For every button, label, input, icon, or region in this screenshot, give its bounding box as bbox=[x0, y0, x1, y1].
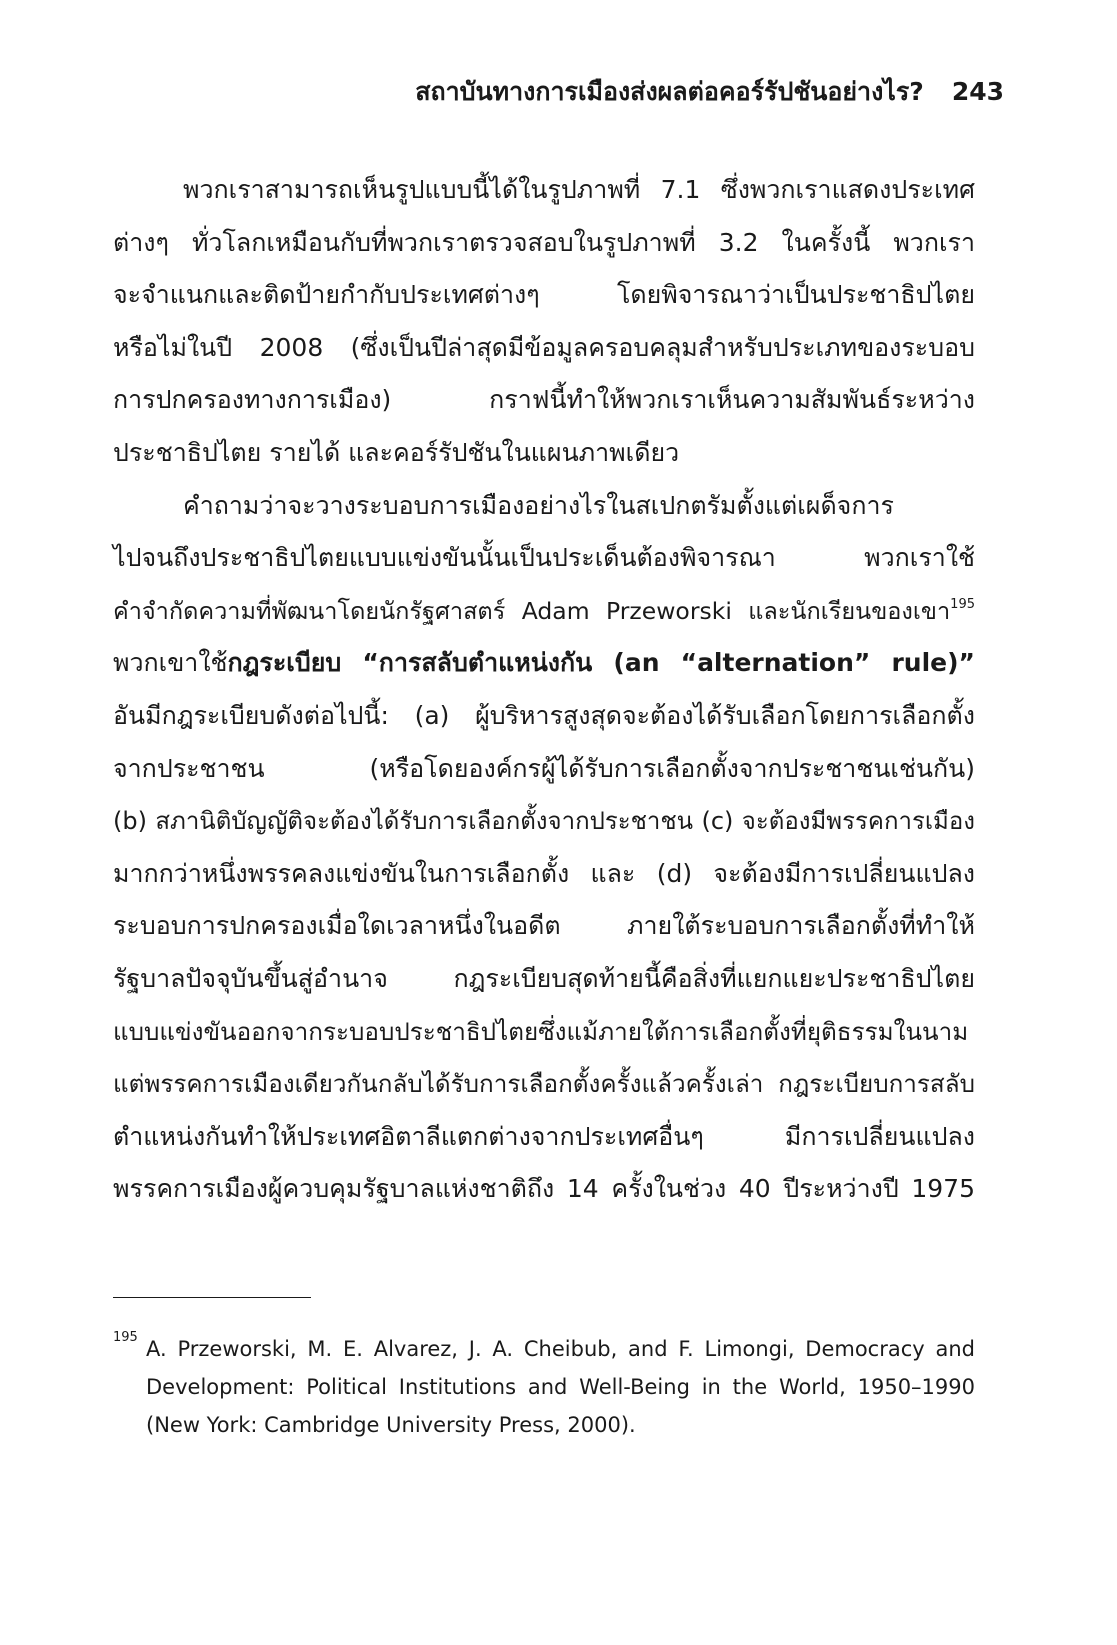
text-line: การปกครองทางการเมือง) กราฟนี้ทำให้พวกเราเห็นความสัมพันธ์ระหว่าง bbox=[113, 385, 975, 415]
text-line: พรรคการเมืองผู้ควบคุมรัฐบาลแห่งชาติถึง 14 ครั้งในช่วง 40 ปีระหว่างปี 1975 bbox=[113, 1174, 975, 1204]
footnote-number: 195 bbox=[113, 1330, 138, 1345]
running-title: สถาบันทางการเมืองส่งผลต่อคอร์รัปชันอย่างไร? bbox=[415, 77, 924, 106]
text-line: แบบแข่งขันออกจากระบอบประชาธิปไตยซึ่งแม้ภายใต้การเลือกตั้งที่ยุติธรรมในนาม bbox=[113, 1016, 969, 1046]
text-line: มากกว่าหนึ่งพรรคลงแข่งขันในการเลือกตั้ง และ (d) จะต้องมีการเปลี่ยนแปลง bbox=[113, 858, 975, 888]
text-line: ตำแหน่งกันทำให้ประเทศอิตาลีแตกต่างจากประเทศอื่นๆ มีการเปลี่ยนแปลง bbox=[113, 1121, 975, 1151]
paragraph-1 bbox=[113, 164, 975, 480]
body-text bbox=[113, 164, 975, 1216]
text-line: คำถามว่าจะวางระบอบการเมืองอย่างไรในสเปกตรัมตั้งแต่เผด็จการ bbox=[183, 490, 894, 520]
text-line: จากประชาชน (หรือโดยองค์กรผู้ได้รับการเลือกตั้งจากประชาชนเช่นกัน) bbox=[113, 753, 975, 783]
footnote-reference[interactable]: 195 bbox=[950, 596, 975, 612]
running-header bbox=[415, 72, 1004, 112]
text-segment: คำจำกัดความที่พัฒนาโดยนักรัฐศาสตร์ Adam Przeworski และนักเรียนของเขา bbox=[113, 596, 951, 625]
text-line: ต่างๆ ทั่วโลกเหมือนกับที่พวกเราตรวจสอบในรูปภาพที่ 3.2 ในครั้งนี้ พวกเรา bbox=[113, 227, 975, 257]
footnote bbox=[113, 1330, 975, 1444]
text-segment: พวกเขาใช้ bbox=[113, 648, 228, 678]
text-line: หรือไม่ในปี 2008 (ซึ่งเป็นปีล่าสุดมีข้อมูลครอบคลุมสำหรับประเภทของระบอบ bbox=[113, 332, 975, 362]
text-line: (b) สภานิติบัญญัติจะต้องได้รับการเลือกตั้งจากประชาชน (c) จะต้องมีพรรคการเมือง bbox=[113, 807, 975, 836]
text-line: แต่พรรคการเมืองเดียวกันกลับได้รับการเลือกตั้งครั้งแล้วครั้งเล่า กฎระเบียบการสลับ bbox=[113, 1069, 975, 1099]
alternation-rule-term: กฎระเบียบ “การสลับตำแหน่งกัน (an “alternation” rule)” bbox=[227, 648, 975, 678]
paragraph-2 bbox=[113, 480, 975, 1216]
footnote-line: (New York: Cambridge University Press, 2000). bbox=[146, 1413, 636, 1437]
text-line: ประชาธิปไตย รายได้ และคอร์รัปชันในแผนภาพเดียว bbox=[113, 437, 680, 467]
text-line: อันมีกฎระเบียบดังต่อไปนี้: (a) ผู้บริหารสูงสุดจะต้องได้รับเลือกโดยการเลือกตั้ง bbox=[113, 700, 975, 730]
footnote-divider bbox=[113, 1297, 311, 1298]
text-line: ระบอบการปกครองเมื่อใดเวลาหนึ่งในอดีต ภายใต้ระบอบการเลือกตั้งที่ทำให้ bbox=[113, 911, 975, 941]
text-line bbox=[113, 637, 975, 690]
footnote-line: Development: Political Institutions and Well-Being in the World, 1950–1990 bbox=[146, 1375, 975, 1399]
footnote-line: A. Przeworski, M. E. Alvarez, J. A. Cheibub, and F. Limongi, Democracy and bbox=[146, 1337, 975, 1361]
text-line: รัฐบาลปัจจุบันขึ้นสู่อำนาจ กฎระเบียบสุดท้ายนี้คือสิ่งที่แยกแยะประชาธิปไตย bbox=[113, 963, 975, 993]
text-line: พวกเราสามารถเห็นรูปแบบนี้ได้ในรูปภาพที่ 7.1 ซึ่งพวกเราแสดงประเทศ bbox=[183, 175, 975, 204]
text-line bbox=[113, 585, 975, 638]
page-number: 243 bbox=[951, 77, 1004, 106]
text-line: จะจำแนกและติดป้ายกำกับประเทศต่างๆ โดยพิจารณาว่าเป็นประชาธิปไตย bbox=[113, 280, 975, 310]
text-line: ไปจนถึงประชาธิปไตยแบบแข่งขันนั้นเป็นประเด็นต้องพิจารณา พวกเราใช้ bbox=[113, 543, 975, 573]
